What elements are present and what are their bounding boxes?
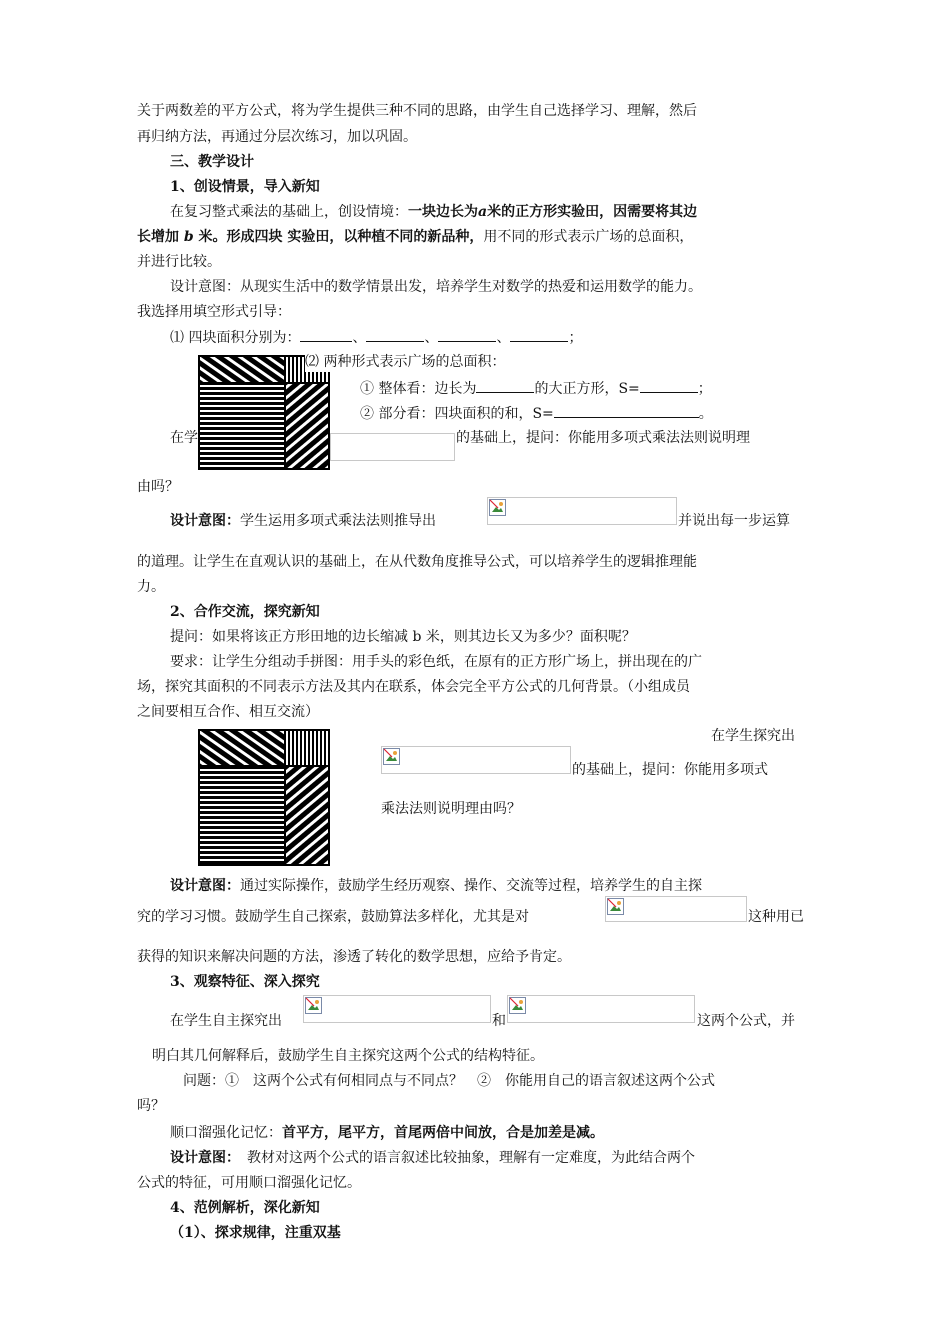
paragraph-line: 提问：如果将该正方形田地的边长缩减 b 米，则其边长又为多少？面积呢？ xyxy=(170,629,636,645)
paragraph-line: 这种用已 xyxy=(748,909,804,925)
broken-image-icon xyxy=(489,499,506,516)
broken-image-icon xyxy=(383,748,400,765)
paragraph-line: 究的学习习惯。鼓励学生自己探索，鼓励算法多样化，尤其是对 xyxy=(137,909,529,925)
paragraph-line: 要求：让学生分组动手拼图：用手头的彩色纸，在原有的正方形广场上，拼出现在的广 xyxy=(170,654,702,670)
region-top-right xyxy=(286,731,328,765)
formula-image xyxy=(605,896,747,922)
paragraph-line: 设计意图： 教材对这两个公式的语言叙述比较抽象，理解有一定难度，为此结合两个 xyxy=(170,1150,695,1166)
region-bottom-left xyxy=(200,767,284,864)
paragraph-line: 乘法法则说明理由吗？ xyxy=(381,801,521,817)
paragraph-line: 获得的知识来解决问题的方法，渗透了转化的数学思想，应给予肯定。 xyxy=(137,949,571,965)
subsection-heading: 1、创设情景，导入新知 xyxy=(170,179,320,195)
subsection-heading: 4、范例解析，深化新知 xyxy=(170,1200,320,1216)
paragraph-line: 并进行比较。 xyxy=(137,254,221,270)
paragraph-line: 场，探究其面积的不同表示方法及其内在联系，体会完全平方公式的几何背景。（小组成员 xyxy=(137,679,690,695)
paragraph-line: 在复习整式乘法的基础上，创设情境：一块边长为a米的正方形实验田，因需要将其边 xyxy=(170,204,698,220)
paragraph-line: 由吗？ xyxy=(137,479,179,495)
paragraph-line: 在学 xyxy=(170,430,198,446)
paragraph-line: 再归纳方法，再通过分层次练习，加以巩固。 xyxy=(137,129,417,145)
question-1: ⑴ 四块面积分别为： 、 、 、 ； xyxy=(170,327,582,348)
region-bottom-right xyxy=(286,767,328,864)
paragraph-line: 在学生探究出 xyxy=(711,728,795,744)
region-top-left xyxy=(200,731,284,765)
paragraph-line: 设计意图：从现实生活中的数学情景出发，培养学生对数学的热爱和运用数学的能力。 xyxy=(170,279,702,295)
paragraph-line: 的基础上，提问：你能用多项式乘法法则说明理 xyxy=(456,430,750,446)
paragraph-line: 这两个公式，并 xyxy=(697,1013,795,1029)
subsection-heading: （1）、探求规律，注重双基 xyxy=(170,1225,341,1241)
paragraph-line: 设计意图：学生运用多项式乘法法则推导出 xyxy=(170,513,436,529)
formula-image xyxy=(507,995,695,1023)
question-2a: ① 整体看：边长为 的大正方形，S= ； xyxy=(360,378,712,399)
paragraph-line: 之间要相互合作、相互交流） xyxy=(137,704,319,720)
paragraph-line: 问题：① 这两个公式有何相同点与不同点？ ② 你能用自己的语言叙述这两个公式 xyxy=(183,1073,715,1089)
formula-image xyxy=(381,746,571,774)
paragraph-line: 我选择用填空形式引导： xyxy=(137,304,291,320)
paragraph-line: 力。 xyxy=(137,579,165,595)
question-2: ⑵ 两种形式表示广场的总面积： xyxy=(305,354,506,370)
region-a2 xyxy=(200,357,284,382)
broken-image-icon xyxy=(509,997,526,1014)
broken-image-icon xyxy=(305,997,322,1014)
region-ab-left xyxy=(200,384,284,468)
paragraph-line: 并说出每一步运算 xyxy=(678,513,790,529)
formula-image xyxy=(330,433,455,461)
paragraph-line: 在学生自主探究出 xyxy=(170,1013,282,1029)
paragraph-line: 明白其几何解释后，鼓励学生自主探究这两个公式的结构特征。 xyxy=(152,1048,544,1064)
paragraph-line: 的道理。让学生在直观认识的基础上，在从代数角度推导公式，可以培养学生的逻辑推理能 xyxy=(137,554,697,570)
paragraph-line: 公式的特征，可用顺口溜强化记忆。 xyxy=(137,1175,361,1191)
paragraph-line: 长增加 b 米。形成四块 实验田，以种植不同的新品种，用不同的形式表示广场的总面积， xyxy=(137,229,694,245)
formula-image xyxy=(487,497,677,525)
region-b2 xyxy=(286,384,328,468)
section-heading: 三、教学设计 xyxy=(170,154,254,170)
subsection-heading: 2、合作交流，探究新知 xyxy=(170,604,320,620)
formula-image xyxy=(303,995,491,1023)
paragraph-line: 的基础上，提问：你能用多项式 xyxy=(572,762,768,778)
question-2b: ② 部分看：四块面积的和，S= 。 xyxy=(360,403,713,424)
paragraph-line: 吗？ xyxy=(137,1098,165,1114)
paragraph-line: 和 xyxy=(492,1013,506,1029)
paragraph-line: 设计意图：通过实际操作，鼓励学生经历观察、操作、交流等过程，培养学生的自主探 xyxy=(170,878,702,894)
paragraph-line: 关于两数差的平方公式，将为学生提供三种不同的思路，由学生自己选择学习、理解，然后 xyxy=(137,103,697,119)
area-figure-2 xyxy=(198,729,330,866)
subsection-heading: 3、观察特征、深入探究 xyxy=(170,974,320,990)
broken-image-icon xyxy=(607,898,624,915)
paragraph-line: 顺口溜强化记忆：首平方，尾平方，首尾两倍中间放，合是加差是减。 xyxy=(170,1125,604,1141)
area-figure-1 xyxy=(198,355,330,470)
